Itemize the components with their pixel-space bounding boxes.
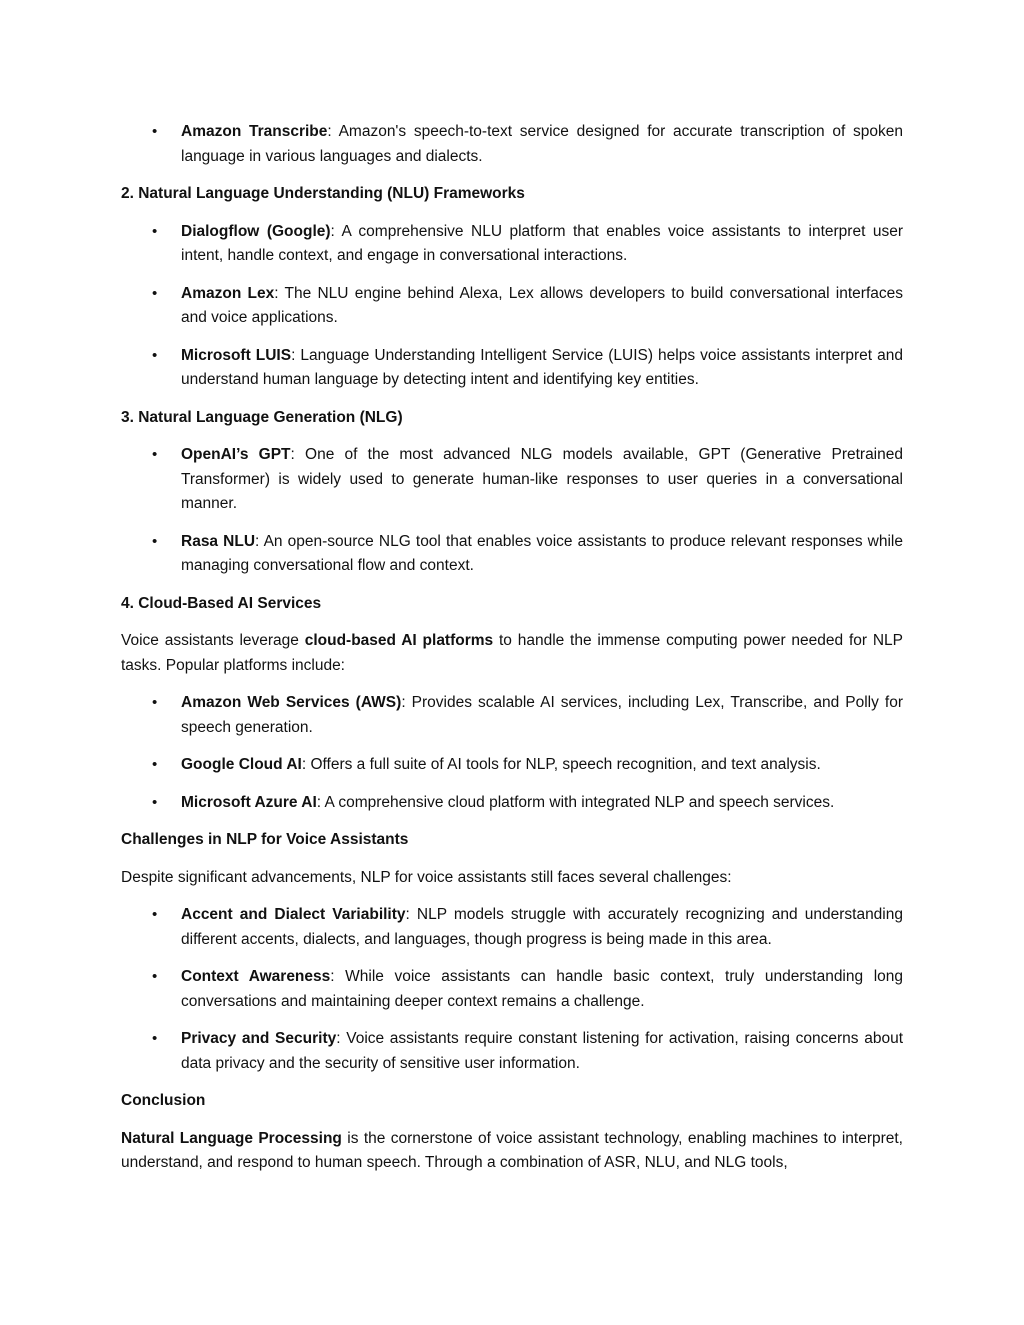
list-item-text: : Amazon's speech-to-text service designed for accurate transcription of spoken language in various languages and dialects. <box>181 123 903 165</box>
paragraph <box>121 1127 903 1176</box>
list-item-term: Context Awareness <box>181 968 331 985</box>
list-item-text: : While voice assistants can handle basic context, truly understanding long conversations and maintaining deeper context remains a challenge. <box>181 968 903 1010</box>
bullet-icon: • <box>152 222 158 240</box>
list-item-text: : A comprehensive cloud platform with integrated NLP and speech services. <box>316 793 835 811</box>
list-item <box>121 443 903 517</box>
bullet-icon: • <box>152 346 158 364</box>
list-item <box>121 791 903 816</box>
list-item-term: Google Cloud AI <box>181 756 302 773</box>
list-item-term: Microsoft LUIS <box>181 346 292 364</box>
text-run: Voice assistants leverage <box>121 632 305 649</box>
list-item <box>121 753 903 778</box>
list-item-text: : An open-source NLG tool that enables voice assistants to produce relevant responses while managing conversational flow and context. <box>181 532 903 574</box>
bullet-icon: • <box>152 906 158 923</box>
section-heading: Conclusion <box>121 1092 206 1109</box>
list-item-term: Amazon Transcribe <box>181 123 328 140</box>
bullet-icon: • <box>152 756 158 773</box>
list-item-text: : One of the most advanced NLG models available, GPT (Generative Pretrained Transformer) is widely used to generate human-like responses to user queries in a conversational manner. <box>181 446 903 512</box>
section-heading: Challenges in NLP for Voice Assistants <box>121 831 409 848</box>
list-item-term: Amazon Lex <box>181 284 275 302</box>
bold-text: cloud-based AI platforms <box>304 632 494 649</box>
list-item <box>121 282 903 331</box>
text-run: to handle the immense computing power needed for NLP tasks. Popular platforms include: <box>121 632 903 674</box>
list-item <box>121 344 903 393</box>
paragraph <box>121 629 903 678</box>
section-heading: 3. Natural Language Generation (NLG) <box>121 408 403 426</box>
list-item-text: : Offers a full suite of AI tools for NLP, speech recognition, and text analysis. <box>301 756 821 773</box>
bullet-icon: • <box>152 1030 158 1047</box>
list-item-text: : Provides scalable AI services, including Lex, Transcribe, and Polly for speech generation. <box>181 694 903 736</box>
paragraph <box>121 866 903 891</box>
bullet-icon: • <box>152 793 158 811</box>
bullet-icon: • <box>152 694 158 711</box>
section-heading: 2. Natural Language Understanding (NLU) Frameworks <box>121 185 525 202</box>
list-item-text: : Language Understanding Intelligent Service (LUIS) helps voice assistants interpret and understand human language by detecting intent and identifying key entities. <box>181 346 903 388</box>
list-item-text: : The NLU engine behind Alexa, Lex allows developers to build conversational interfaces and voice applications. <box>181 284 903 326</box>
bullet-icon: • <box>152 123 158 140</box>
bullet-list <box>121 443 903 579</box>
list-item-term: Microsoft Azure AI <box>181 793 317 811</box>
bullet-icon: • <box>152 532 158 550</box>
bullet-list <box>121 691 903 815</box>
list-item <box>121 691 903 740</box>
list-item-term: Dialogflow (Google) <box>181 222 331 240</box>
list-item <box>121 120 903 169</box>
list-item-text: : Voice assistants require constant listening for activation, raising concerns about data privacy and the security of sensitive user information. <box>181 1030 904 1072</box>
list-item-term: Privacy and Security <box>181 1030 337 1047</box>
bullet-icon: • <box>152 968 158 985</box>
list-item <box>121 1027 903 1076</box>
text-run: is the cornerstone of voice assistant technology, enabling machines to interpret, understand, and respond to human speech. Through a combination of ASR, NLU, and NLG tools, <box>121 1129 903 1171</box>
list-item-text: : A comprehensive NLU platform that enables voice assistants to interpret user intent, handle context, and engage in conversational interactions. <box>181 222 903 264</box>
text-run: Despite significant advancements, NLP for voice assistants still faces several challenges: <box>121 868 732 886</box>
section-heading: 4. Cloud-Based AI Services <box>121 594 322 612</box>
bullet-icon: • <box>152 446 158 463</box>
bold-text: Natural Language Processing <box>121 1129 342 1147</box>
list-item <box>121 903 903 952</box>
list-item <box>121 220 903 269</box>
list-item-term: Amazon Web Services (AWS) <box>181 694 402 711</box>
list-item-term: OpenAI’s GPT <box>181 446 291 463</box>
list-item <box>121 965 903 1014</box>
bullet-list <box>121 120 903 169</box>
bullet-list <box>121 903 903 1076</box>
list-item-term: Rasa NLU <box>181 532 256 550</box>
list-item <box>121 530 903 579</box>
bullet-list <box>121 220 903 393</box>
list-item-text: : NLP models struggle with accurately recognizing and understanding different accents, dialects, and languages, though progress is being made in this area. <box>181 906 903 948</box>
bullet-icon: • <box>152 284 158 302</box>
list-item-term: Accent and Dialect Variability <box>181 906 406 923</box>
